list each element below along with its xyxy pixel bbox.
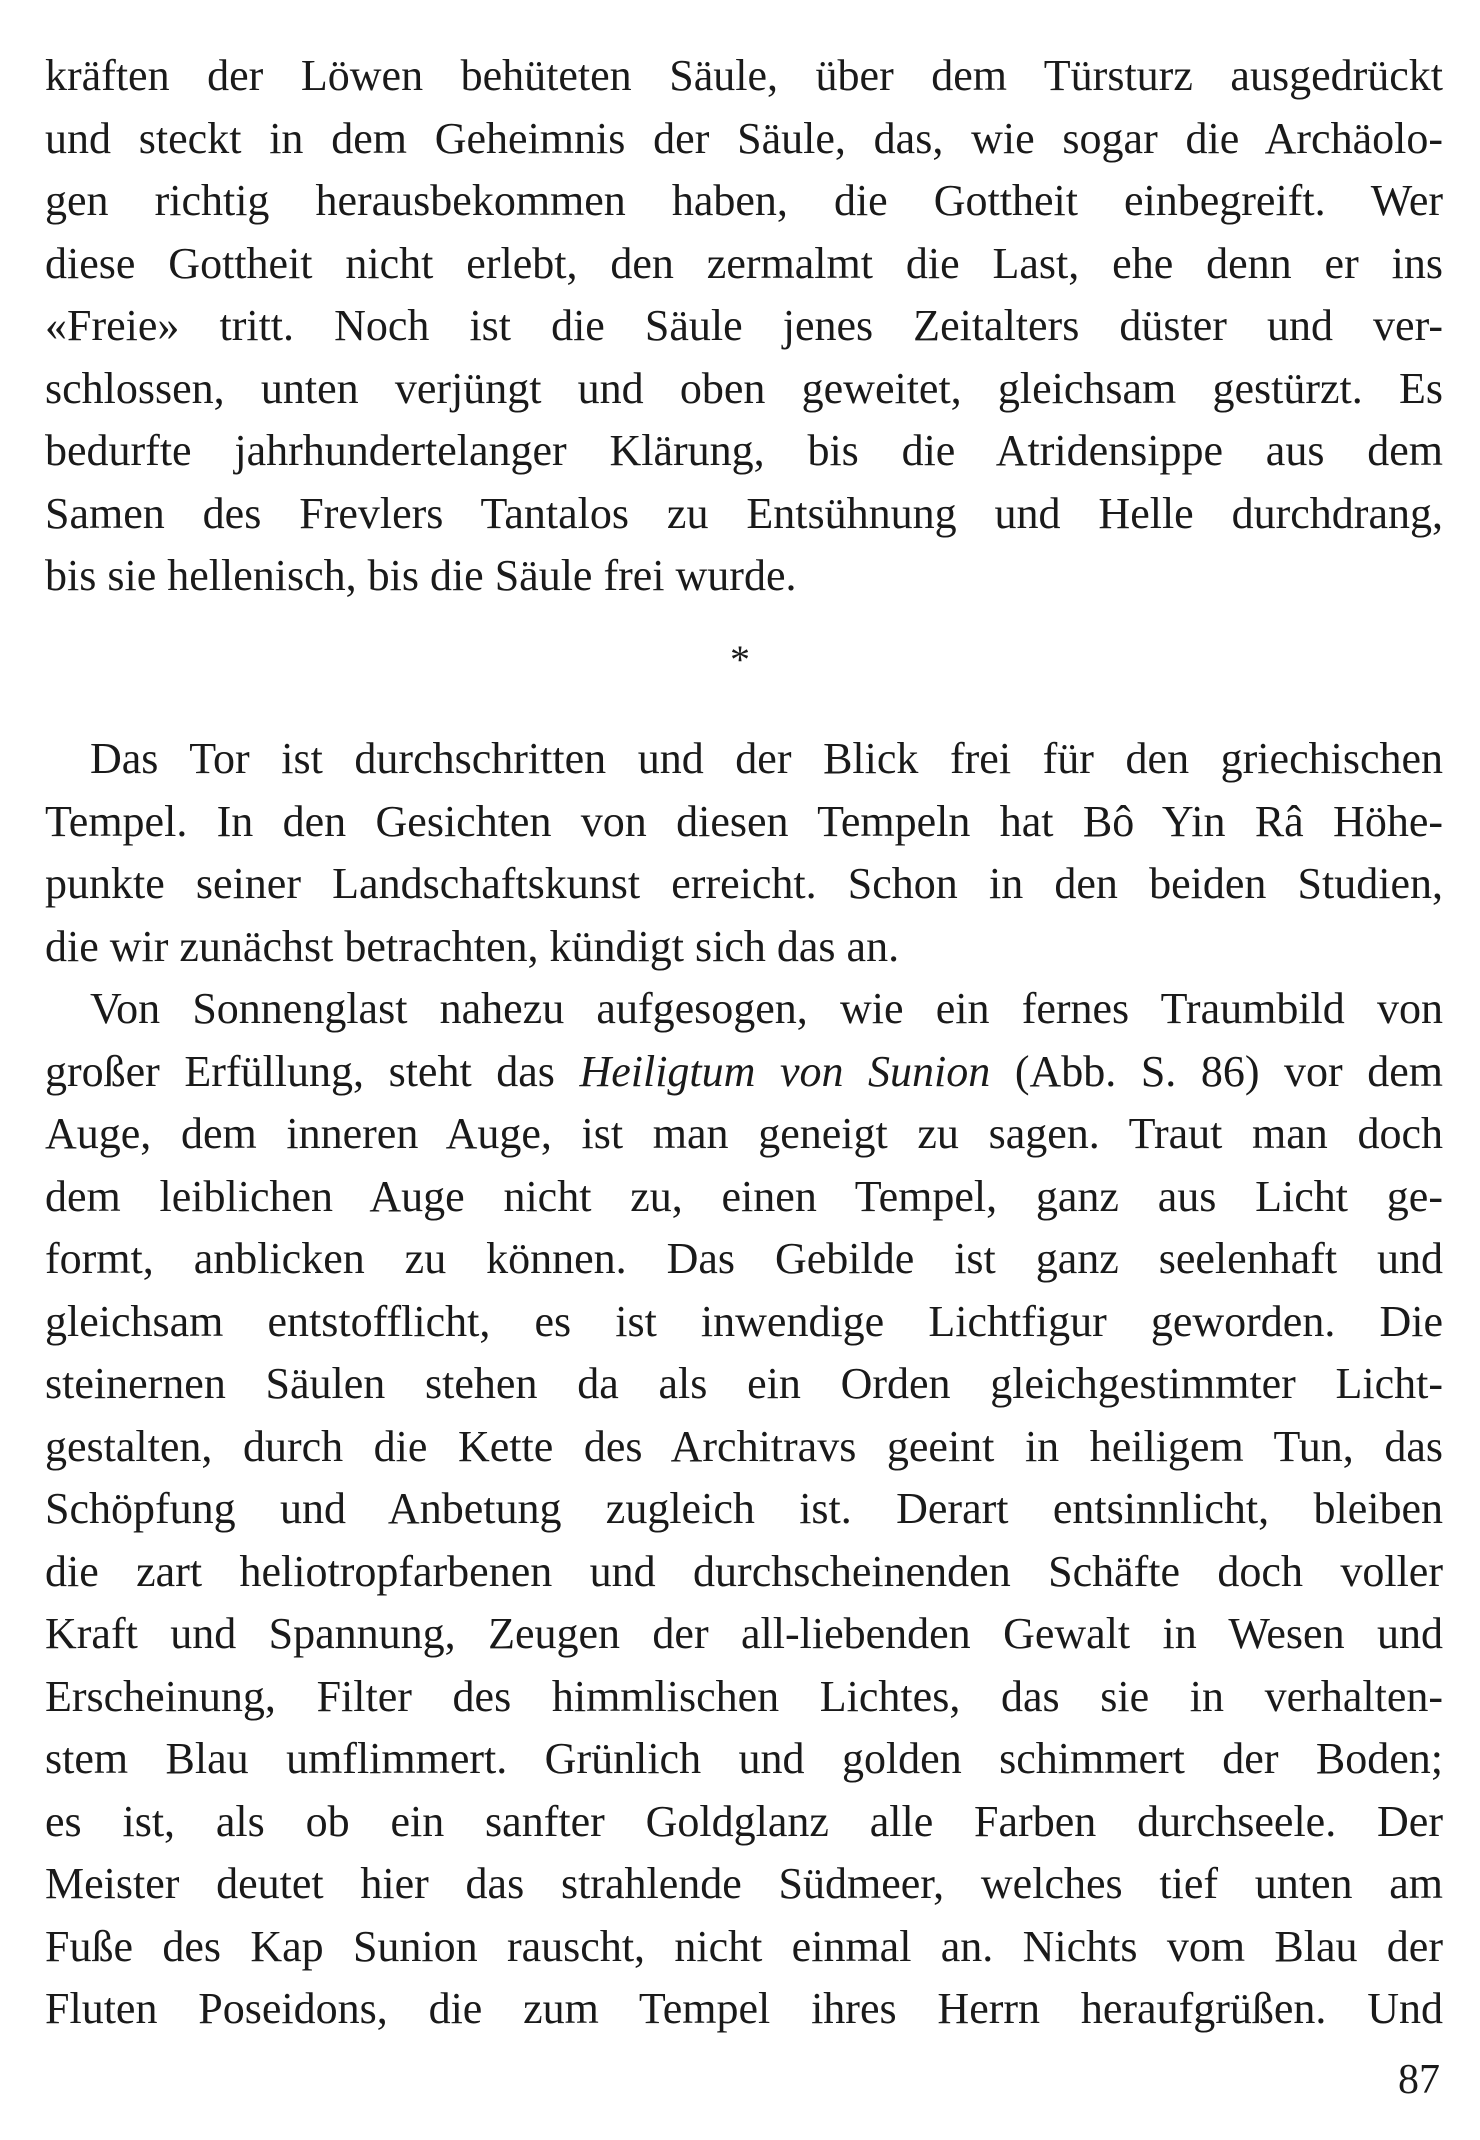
text-line: schlossen, unten verjüngt und oben geweitet, gleichsam gestürzt. Es — [45, 363, 1443, 413]
text-line: und steckt in dem Geheimnis der Säule, das, wie sogar die Archäolo- — [45, 113, 1443, 163]
text-line: Fuße des Kap Sunion rauscht, nicht einmal an. Nichts vom Blau der — [45, 1921, 1443, 1971]
text-line: Tempel. In den Gesichten von diesen Tempeln hat Bô Yin Râ Höhe- — [45, 796, 1443, 846]
text-segment: großer Erfüllung, steht das — [45, 1046, 580, 1096]
text-segment: (Abb. S. 86) vor dem — [990, 1046, 1444, 1096]
text-line: gleichsam entstofflicht, es ist inwendige Lichtfigur geworden. Die — [45, 1296, 1443, 1346]
text-line: Auge, dem inneren Auge, ist man geneigt zu sagen. Traut man doch — [45, 1109, 1443, 1158]
text-line: Meister deutet hier das strahlende Südmeer, welches tief unten am — [45, 1859, 1443, 1908]
text-line: kräften der Löwen behüteten Säule, über dem Türsturz ausgedrückt — [45, 51, 1443, 100]
text-line: punkte seiner Landschaftskunst erreicht. Schon in den beiden Studien, — [45, 859, 1443, 908]
text-line: formt, anblicken zu können. Das Gebilde ist ganz seelenhaft und — [45, 1234, 1443, 1283]
text-line: Schöpfung und Anbetung zugleich ist. Derart entsinnlicht, bleiben — [45, 1484, 1443, 1533]
text-line: Das Tor ist durchschritten und der Blick frei für den griechischen — [90, 734, 1443, 783]
text-line: Von Sonnenglast nahezu aufgesogen, wie ein fernes Traumbild von — [90, 984, 1443, 1033]
text-line: dem leiblichen Auge nicht zu, einen Tempel, ganz aus Licht ge- — [45, 1171, 1443, 1221]
text-line: gen richtig herausbekommen haben, die Gottheit einbegreift. Wer — [45, 176, 1443, 225]
text-line — [45, 1041, 1443, 1104]
text-line: die wir zunächst betrachten, kündigt sich das an. — [45, 921, 900, 971]
text-line: bedurfte jahrhundertelanger Klärung, bis die Atridensippe aus dem — [45, 426, 1443, 475]
text-line: stem Blau umflimmert. Grünlich und golden schimmert der Boden; — [45, 1734, 1443, 1783]
text-line: Kraft und Spannung, Zeugen der all-liebenden Gewalt in Wesen und — [45, 1609, 1443, 1658]
section-separator: * — [730, 637, 750, 682]
page-number: 87 — [1398, 2057, 1440, 2103]
text-line: steinernen Säulen stehen da als ein Orden gleichgestimmter Licht- — [45, 1359, 1443, 1408]
text-line: Erscheinung, Filter des himmlischen Lichtes, das sie in verhalten- — [45, 1671, 1443, 1721]
text-line: gestalten, durch die Kette des Architravs geeint in heiligem Tun, das — [45, 1421, 1443, 1471]
artwork-title: Heiligtum von Sunion — [579, 1046, 991, 1096]
paragraph-2-and-3 — [45, 728, 1443, 2041]
text-line: diese Gottheit nicht erlebt, den zermalmt die Last, ehe denn er ins — [45, 238, 1443, 288]
text-line: Samen des Frevlers Tantalos zu Entsühnung und Helle durchdrang, — [45, 488, 1443, 538]
text-line: die zart heliotropfarbenen und durchscheinenden Schäfte doch voller — [45, 1546, 1443, 1596]
text-line: bis sie hellenisch, bis die Säule frei wurde. — [45, 551, 797, 600]
text-line: Fluten Poseidons, die zum Tempel ihres Herrn heraufgrüßen. Und — [45, 1984, 1443, 2033]
text-line: «Freie» tritt. Noch ist die Säule jenes Zeitalters düster und ver- — [45, 301, 1443, 350]
text-line: es ist, als ob ein sanfter Goldglanz alle Farben durchseele. Der — [45, 1796, 1443, 1846]
paragraph-1 — [45, 45, 1443, 608]
